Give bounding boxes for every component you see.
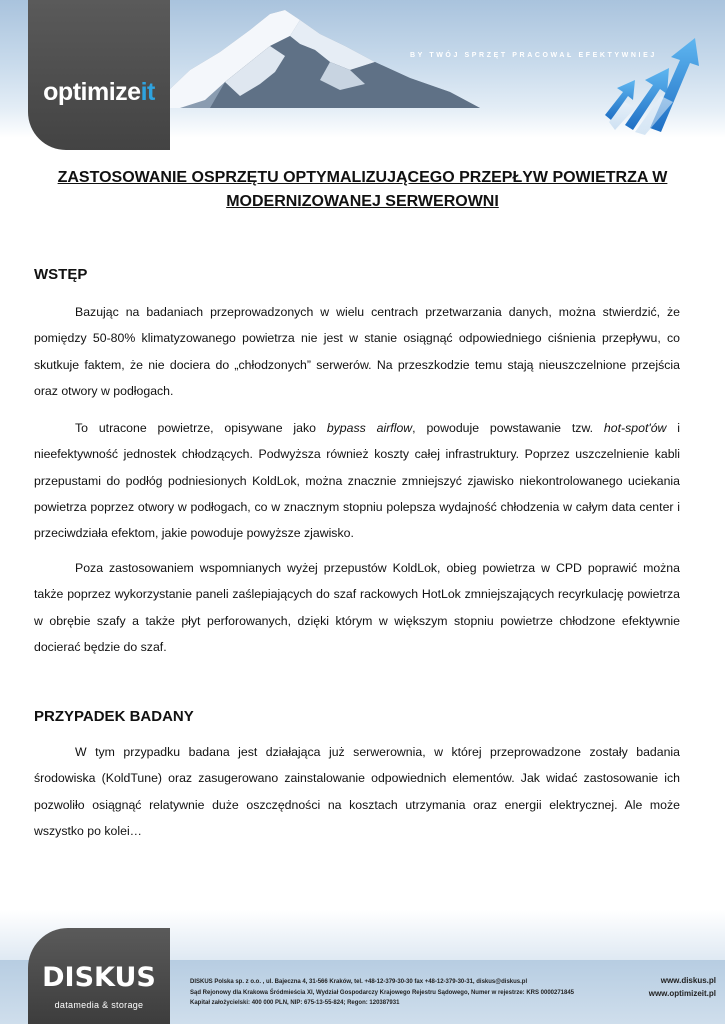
paragraph-3: Poza zastosowaniem wspomnianych wyżej przepustów KoldLok, obieg powietrza w CPD poprawić można także poprzez wykorzystanie paneli zaślepiających do szaf rackowych HotLok zmniejszających recyrkulację powietrza w obrębie szafy a także płyt perforowanych, dzięki którym w większym stopniu powietrze chłodzone efektywnie docierać będzie do szaf. <box>34 561 680 654</box>
url-diskus: www.diskus.pl <box>660 976 716 985</box>
logo-main-text: optimize <box>43 78 141 106</box>
title-line-2: MODERNIZOWANEJ SERWEROWNI <box>226 193 499 210</box>
section-heading-wstep: WSTĘP <box>34 266 88 283</box>
title-line-1: ZASTOSOWANIE OSPRZĘTU OPTYMALIZUJĄCEGO PRZEPŁYW POWIETRZA W <box>57 169 668 186</box>
p2-text-c: i nieefektywność jednostek chłodzących. Podwyższa również koszty całej infrastruktury. Poprzez uszczelnienie kabli przepustami do podłóg podniesionych KoldLok, można znacznie zmniejszyć zjawisko niekontrolowanego uciekania powietrza poprzez otwory w podłogach, co w znacznym stopniu polepsza wydajność chłodzenia w całym data center i przeciwdziała efektom, jakie powoduje powyższe zjawisko. <box>34 421 681 541</box>
page-footer <box>0 910 725 1024</box>
header-tagline: BY TWÓJ SPRZĘT PRACOWAŁ EFEKTYWNIEJ <box>410 52 657 59</box>
p2-text-a: To utracone powietrze, opisywane jako <box>75 421 327 435</box>
paragraph-2 <box>34 415 680 546</box>
diskus-subtitle: datamedia & storage <box>54 1000 144 1010</box>
logo-accent-text: it <box>140 78 155 106</box>
company-info-line-1: DISKUS Polska sp. z o.o. , ul. Bajeczna 4, 31-566 Kraków, tel. +48-12-379-30-30 fax +48-12-379-30-31, diskus@diskus.pl <box>190 979 528 985</box>
p2-text-b: , powoduje powstawanie tzw. <box>412 421 604 435</box>
arrows-graphic-icon <box>595 30 705 135</box>
footer-urls <box>630 974 716 1000</box>
section-heading-przypadek: PRZYPADEK BADANY <box>34 708 194 725</box>
p2-emphasis-hotspot: hot-spot'ów <box>603 421 667 435</box>
optimizeit-logo <box>28 0 170 150</box>
diskus-logo <box>28 928 170 1024</box>
paragraph-1: Bazując na badaniach przeprowadzonych w wielu centrach przetwarzania danych, można stwierdzić, że pomiędzy 50-80% klimatyzowanego powietrza nie jest w stanie osiągnąć odpowiedniego ciśnienia przepływu, co skutkuje faktem, że nie dociera do „chłodzonych” serwerów. Na przeszkodzie temu stają nieuszczelnione przejścia oraz otwory w podłogach. <box>34 305 680 398</box>
logo-wordmark <box>28 78 170 107</box>
p2-emphasis-bypass: bypass airflow <box>326 421 413 435</box>
company-info-line-2: Sąd Rejonowy dla Krakowa Śródmieścia XI, Wydział Gospodarczy Krajowego Rejestru Sądowego, Numer w rejestrze: KRS 0000271845 <box>190 989 575 996</box>
paragraph-4: W tym przypadku badana jest działająca już serwerownia, w której przeprowadzone zostały badania środowiska (KoldTune) oraz zasugerowano zainstalowanie odpowiednich elementów. Jak widać zastosowanie ich pozwoliło osiągnąć relatywnie duże oszczędności na kosztach utrzymania oraz energii elektrycznej. Ale może wszystko po kolei… <box>34 745 680 838</box>
url-optimizeit: www.optimizeit.pl <box>648 989 716 998</box>
diskus-brand: DISKUS <box>42 962 156 993</box>
page-header <box>0 0 725 150</box>
document-title <box>40 166 685 214</box>
company-info <box>190 977 640 1009</box>
company-info-line-3: Kapitał założycielski: 400 000 PLN, NIP: 675-13-55-824; Regon: 120387931 <box>190 1000 400 1006</box>
